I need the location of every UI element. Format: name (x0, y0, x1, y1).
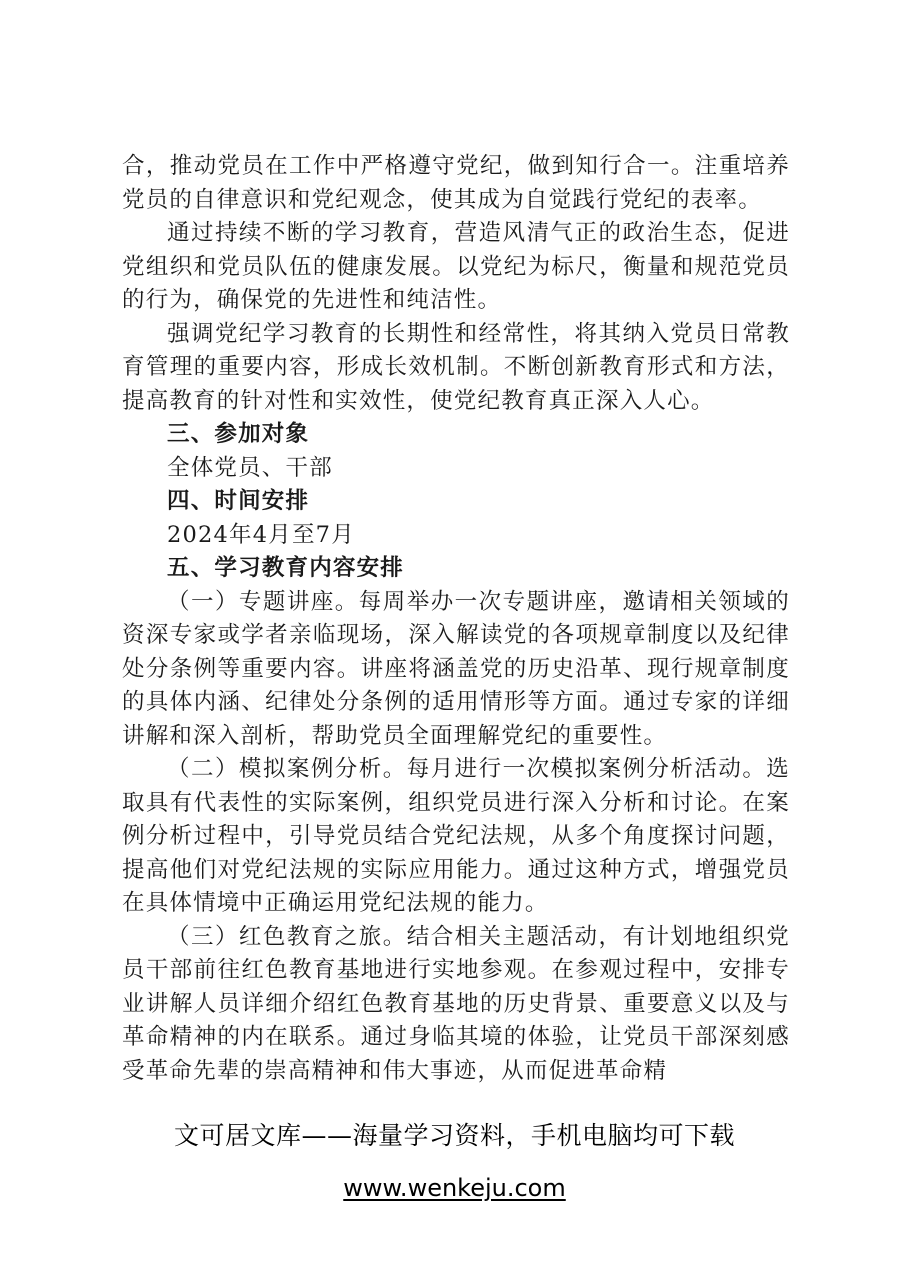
paragraph-continuation: 合，推动党员在工作中严格遵守党纪，做到知行合一。注重培养党员的自律意识和党纪观念，使其成为自觉践行党纪的表率。 (122, 153, 790, 213)
section-heading-content: 五、学习教育内容安排 (167, 555, 405, 581)
footer-url[interactable] (0, 1174, 909, 1202)
paragraph: 强调党纪学习教育的长期性和经常性，将其纳入党员日常教育管理的重要内容，形成长效机制。不断创新教育形式和方法，提高教育的针对性和实效性，使党纪教育真正深入人心。 (122, 320, 790, 414)
footer-url-link[interactable]: www.wenkeju.com (343, 1174, 566, 1202)
content-item-red-education: （三）红色教育之旅。结合相关主题活动，有计划地组织党员干部前往红色教育基地进行实地参观。在参观过程中，安排专业讲解人员详细介绍红色教育基地的历史背景、重要意义以及与革命精神的内在联系。通过身临其境的体验，让党员干部深刻感受革命先辈的崇高精神和伟大事迹，从而促进革命精 (122, 923, 790, 1084)
paragraph: 通过持续不断的学习教育，营造风清气正的政治生态，促进党组织和党员队伍的健康发展。以党纪为标尺，衡量和规范党员的行为，确保党的先进性和纯洁性。 (122, 220, 790, 313)
content-item-lecture: （一）专题讲座。每周举办一次专题讲座，邀请相关领域的资深专家或学者亲临现场，深入解读党的各项规章制度以及纪律处分条例等重要内容。讲座将涵盖党的历史沿革、现行规章制度的具体内涵、纪律处分条例的适用情形等方面。通过专家的详细讲解和深入剖析，帮助党员全面理解党纪的重要性。 (122, 588, 790, 749)
section-heading-schedule: 四、时间安排 (167, 488, 310, 514)
schedule-text: 2024年4月至7月 (167, 521, 355, 548)
section-heading-participants: 三、参加对象 (167, 421, 310, 447)
participants-text: 全体党员、干部 (167, 454, 333, 481)
content-item-case-analysis: （二）模拟案例分析。每月进行一次模拟案例分析活动。选取具有代表性的实际案例，组织党员进行深入分析和讨论。在案例分析过程中，引导党员结合党纪法规，从多个角度探讨问题，提高他们对党纪法规的实际应用能力。通过这种方式，增强党员在具体情境中正确运用党纪法规的能力。 (122, 756, 790, 916)
footer-title: 文可居文库——海量学习资料，手机电脑均可下载 (173, 1121, 735, 1150)
document-body (122, 150, 790, 1088)
